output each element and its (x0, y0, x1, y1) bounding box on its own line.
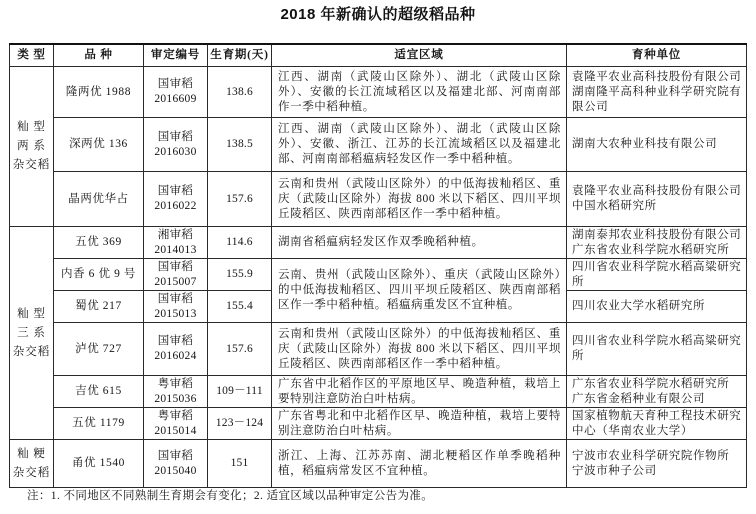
growth-period-cell: 138.5 (208, 118, 272, 172)
group-type-line: 籼 粳 (17, 447, 46, 460)
registration-prefix: 湘审稻 (157, 228, 194, 241)
registration-number: 2016609 (154, 93, 197, 105)
group-type-line: 杂交稻 (12, 466, 51, 479)
registration-cell (144, 440, 208, 488)
group-type-line: 杂交稻 (12, 159, 51, 171)
group-type-cell (10, 227, 54, 440)
breeder-name: 四川省农业科学院水稻高粱研究所 (572, 335, 742, 362)
variety-cell: 泸优 727 (54, 323, 144, 376)
breeder-name: 袁隆平农业高科技股份有限公司 (572, 70, 742, 83)
variety-cell: 深两优 136 (54, 118, 144, 172)
breeder-cell (567, 227, 747, 259)
table-row (10, 259, 747, 291)
breeder-name: 湖南泰邦农业科技股份有限公司 (572, 228, 742, 241)
registration-number: 2014013 (154, 243, 197, 256)
registration-prefix: 国审稻 (157, 260, 194, 273)
variety-cell: 五优 1179 (54, 408, 144, 440)
registration-prefix: 国审稻 (157, 78, 194, 90)
table-row (10, 67, 747, 118)
breeder-name: 湖南隆平高科种业科学研究院有限公司 (572, 85, 742, 113)
breeder-name: 中国水稻研究所 (572, 200, 657, 212)
suitable-region-cell: 云南和贵州（武陵山区除外）的中低海拔籼稻区、重庆（武陵山区除外）海拔 800 米以下稻区、四川平坝丘陵稻区、陕西南部稻区作一季中稻种植。 (272, 172, 567, 227)
table-row (10, 227, 747, 259)
table-row (10, 440, 747, 488)
registration-prefix: 国审稻 (157, 335, 194, 347)
breeder-cell (567, 67, 747, 118)
growth-period-cell: 109－111 (208, 376, 272, 408)
registration-cell (144, 227, 208, 259)
registration-prefix: 国审稻 (157, 292, 194, 305)
suitable-region-cell: 江西、湖南（武陵山区除外）、湖北（武陵山区除外）、安徽、浙江、江苏的长江流域稻区以及福建北部、河南南部稻瘟病轻发区作一季中稻种植。 (272, 118, 567, 172)
growth-period-cell: 123－124 (208, 408, 272, 440)
breeder-name: 宁波市种子公司 (572, 464, 657, 477)
breeder-name: 宁波市农业科学研究院作物所 (572, 449, 730, 462)
super-rice-varieties-table (9, 43, 747, 488)
breeder-cell (567, 172, 747, 227)
breeder-cell (567, 408, 747, 440)
breeder-cell (567, 291, 747, 323)
breeder-cell (567, 376, 747, 408)
group-type-line: 籼 型 (17, 307, 46, 320)
registration-number: 2016022 (154, 200, 197, 212)
registration-prefix: 国审稻 (157, 130, 194, 143)
breeder-cell (567, 259, 747, 291)
group-type-line: 籼 型 (17, 121, 46, 133)
suitable-region-cell: 云南和贵州（武陵山区除外）的中低海拔籼稻区、重庆（武陵山区除外）海拔 800 米以下稻区、四川平坝丘陵稻区、陕西南部稻区作一季中稻种植。 (272, 323, 567, 376)
growth-period-cell: 155.9 (208, 259, 272, 291)
table-row (10, 118, 747, 172)
table-row (10, 408, 747, 440)
registration-number: 2016030 (154, 145, 197, 158)
header-variety: 品 种 (54, 44, 144, 67)
table-head (10, 44, 747, 67)
page-title: 2018 年新确认的超级稻品种 (280, 6, 476, 23)
variety-cell: 五优 369 (54, 227, 144, 259)
registration-number: 2015040 (154, 464, 197, 477)
table-row (10, 323, 747, 376)
growth-period-cell: 157.6 (208, 172, 272, 227)
breeder-name: 四川省农业科学院水稻高粱研究所 (572, 260, 742, 288)
variety-cell: 甬优 1540 (54, 440, 144, 488)
table-header-row (10, 44, 747, 67)
breeder-name: 湖南大农种业科技有限公司 (572, 138, 718, 150)
breeder-cell (567, 323, 747, 376)
breeder-name: 袁隆平农业高科技股份有限公司 (572, 185, 742, 197)
growth-period-cell: 157.6 (208, 323, 272, 376)
group-type-cell (10, 440, 54, 488)
suitable-region-cell: 广东省粤北和中北稻作区早、晚造种植，栽培上要特别注意防治白叶枯病。 (272, 408, 567, 440)
growth-period-cell: 151 (208, 440, 272, 488)
table-row (10, 172, 747, 227)
group-type-cell (10, 67, 54, 227)
breeder-cell (567, 118, 747, 172)
variety-cell: 内香 6 优 9 号 (54, 259, 144, 291)
registration-number: 2015014 (154, 424, 197, 437)
table-row (10, 376, 747, 408)
growth-period-cell: 138.6 (208, 67, 272, 118)
variety-cell: 吉优 615 (54, 376, 144, 408)
header-suitable-region: 适宜区域 (272, 44, 567, 67)
variety-cell: 蜀优 217 (54, 291, 144, 323)
suitable-region-cell: 湖南省稻瘟病轻发区作双季晚稻种植。 (272, 227, 567, 259)
header-growth-period: 生育期(天) (208, 44, 272, 67)
breeder-name: 广东省农业科学院水稻研究所 (572, 377, 730, 390)
registration-cell (144, 323, 208, 376)
registration-number: 2015007 (154, 275, 197, 288)
breeder-name: 广东省农业科学院水稻研究所 (572, 243, 730, 256)
breeder-name: 国家植物航天育种工程技术研究中心（华南农业大学） (572, 409, 742, 437)
suitable-region-cell: 广东省中北稻作区的平原地区早、晚造种植，栽培上要特别注意防治白叶枯病。 (272, 376, 567, 408)
suitable-region-cell: 浙江、上海、江苏苏南、湖北粳稻区作单季晚稻种植，稻瘟病常发区不宜种植。 (272, 440, 567, 488)
registration-prefix: 粤审稻 (157, 409, 194, 422)
registration-cell (144, 118, 208, 172)
table-footnote: 注：1. 不同地区不同熟制生育期会有变化；2. 适宜区域以品种审定公告为准。 (27, 490, 434, 502)
suitable-region-cell: 云南、贵州（武陵山区除外）、重庆（武陵山区除外）的中低海拔籼稻区、四川平坝丘陵稻区、陕西南部稻区作一季中稻种植。稻瘟病重发区不宜种植。 (272, 259, 567, 323)
registration-cell (144, 67, 208, 118)
header-registration: 审定编号 (144, 44, 208, 67)
breeder-name: 广东省金稻种业有限公司 (572, 392, 706, 405)
registration-number: 2015013 (154, 307, 197, 320)
registration-prefix: 粤审稻 (157, 377, 194, 390)
growth-period-cell: 114.6 (208, 227, 272, 259)
breeder-cell (567, 440, 747, 488)
breeder-name: 四川农业大学水稻研究所 (572, 300, 706, 312)
group-type-line: 三 系 (17, 326, 46, 339)
registration-cell (144, 376, 208, 408)
registration-prefix: 国审稻 (157, 185, 194, 197)
registration-cell (144, 259, 208, 291)
registration-cell (144, 172, 208, 227)
group-type-line: 杂交稻 (12, 345, 51, 358)
header-type: 类 型 (10, 44, 54, 67)
suitable-region-cell: 江西、湖南（武陵山区除外）、湖北（武陵山区除外）、安徽的长江流域稻区以及福建北部、河南南部作一季中稻种植。 (272, 67, 567, 118)
variety-cell: 晶两优华占 (54, 172, 144, 227)
variety-cell: 隆两优 1988 (54, 67, 144, 118)
registration-prefix: 国审稻 (157, 449, 194, 462)
registration-cell (144, 291, 208, 323)
registration-number: 2016024 (154, 350, 197, 362)
header-breeder: 育种单位 (567, 44, 747, 67)
table-body (10, 67, 747, 488)
registration-number: 2015036 (154, 392, 197, 405)
growth-period-cell: 155.4 (208, 291, 272, 323)
registration-cell (144, 408, 208, 440)
group-type-line: 两 系 (17, 140, 46, 152)
